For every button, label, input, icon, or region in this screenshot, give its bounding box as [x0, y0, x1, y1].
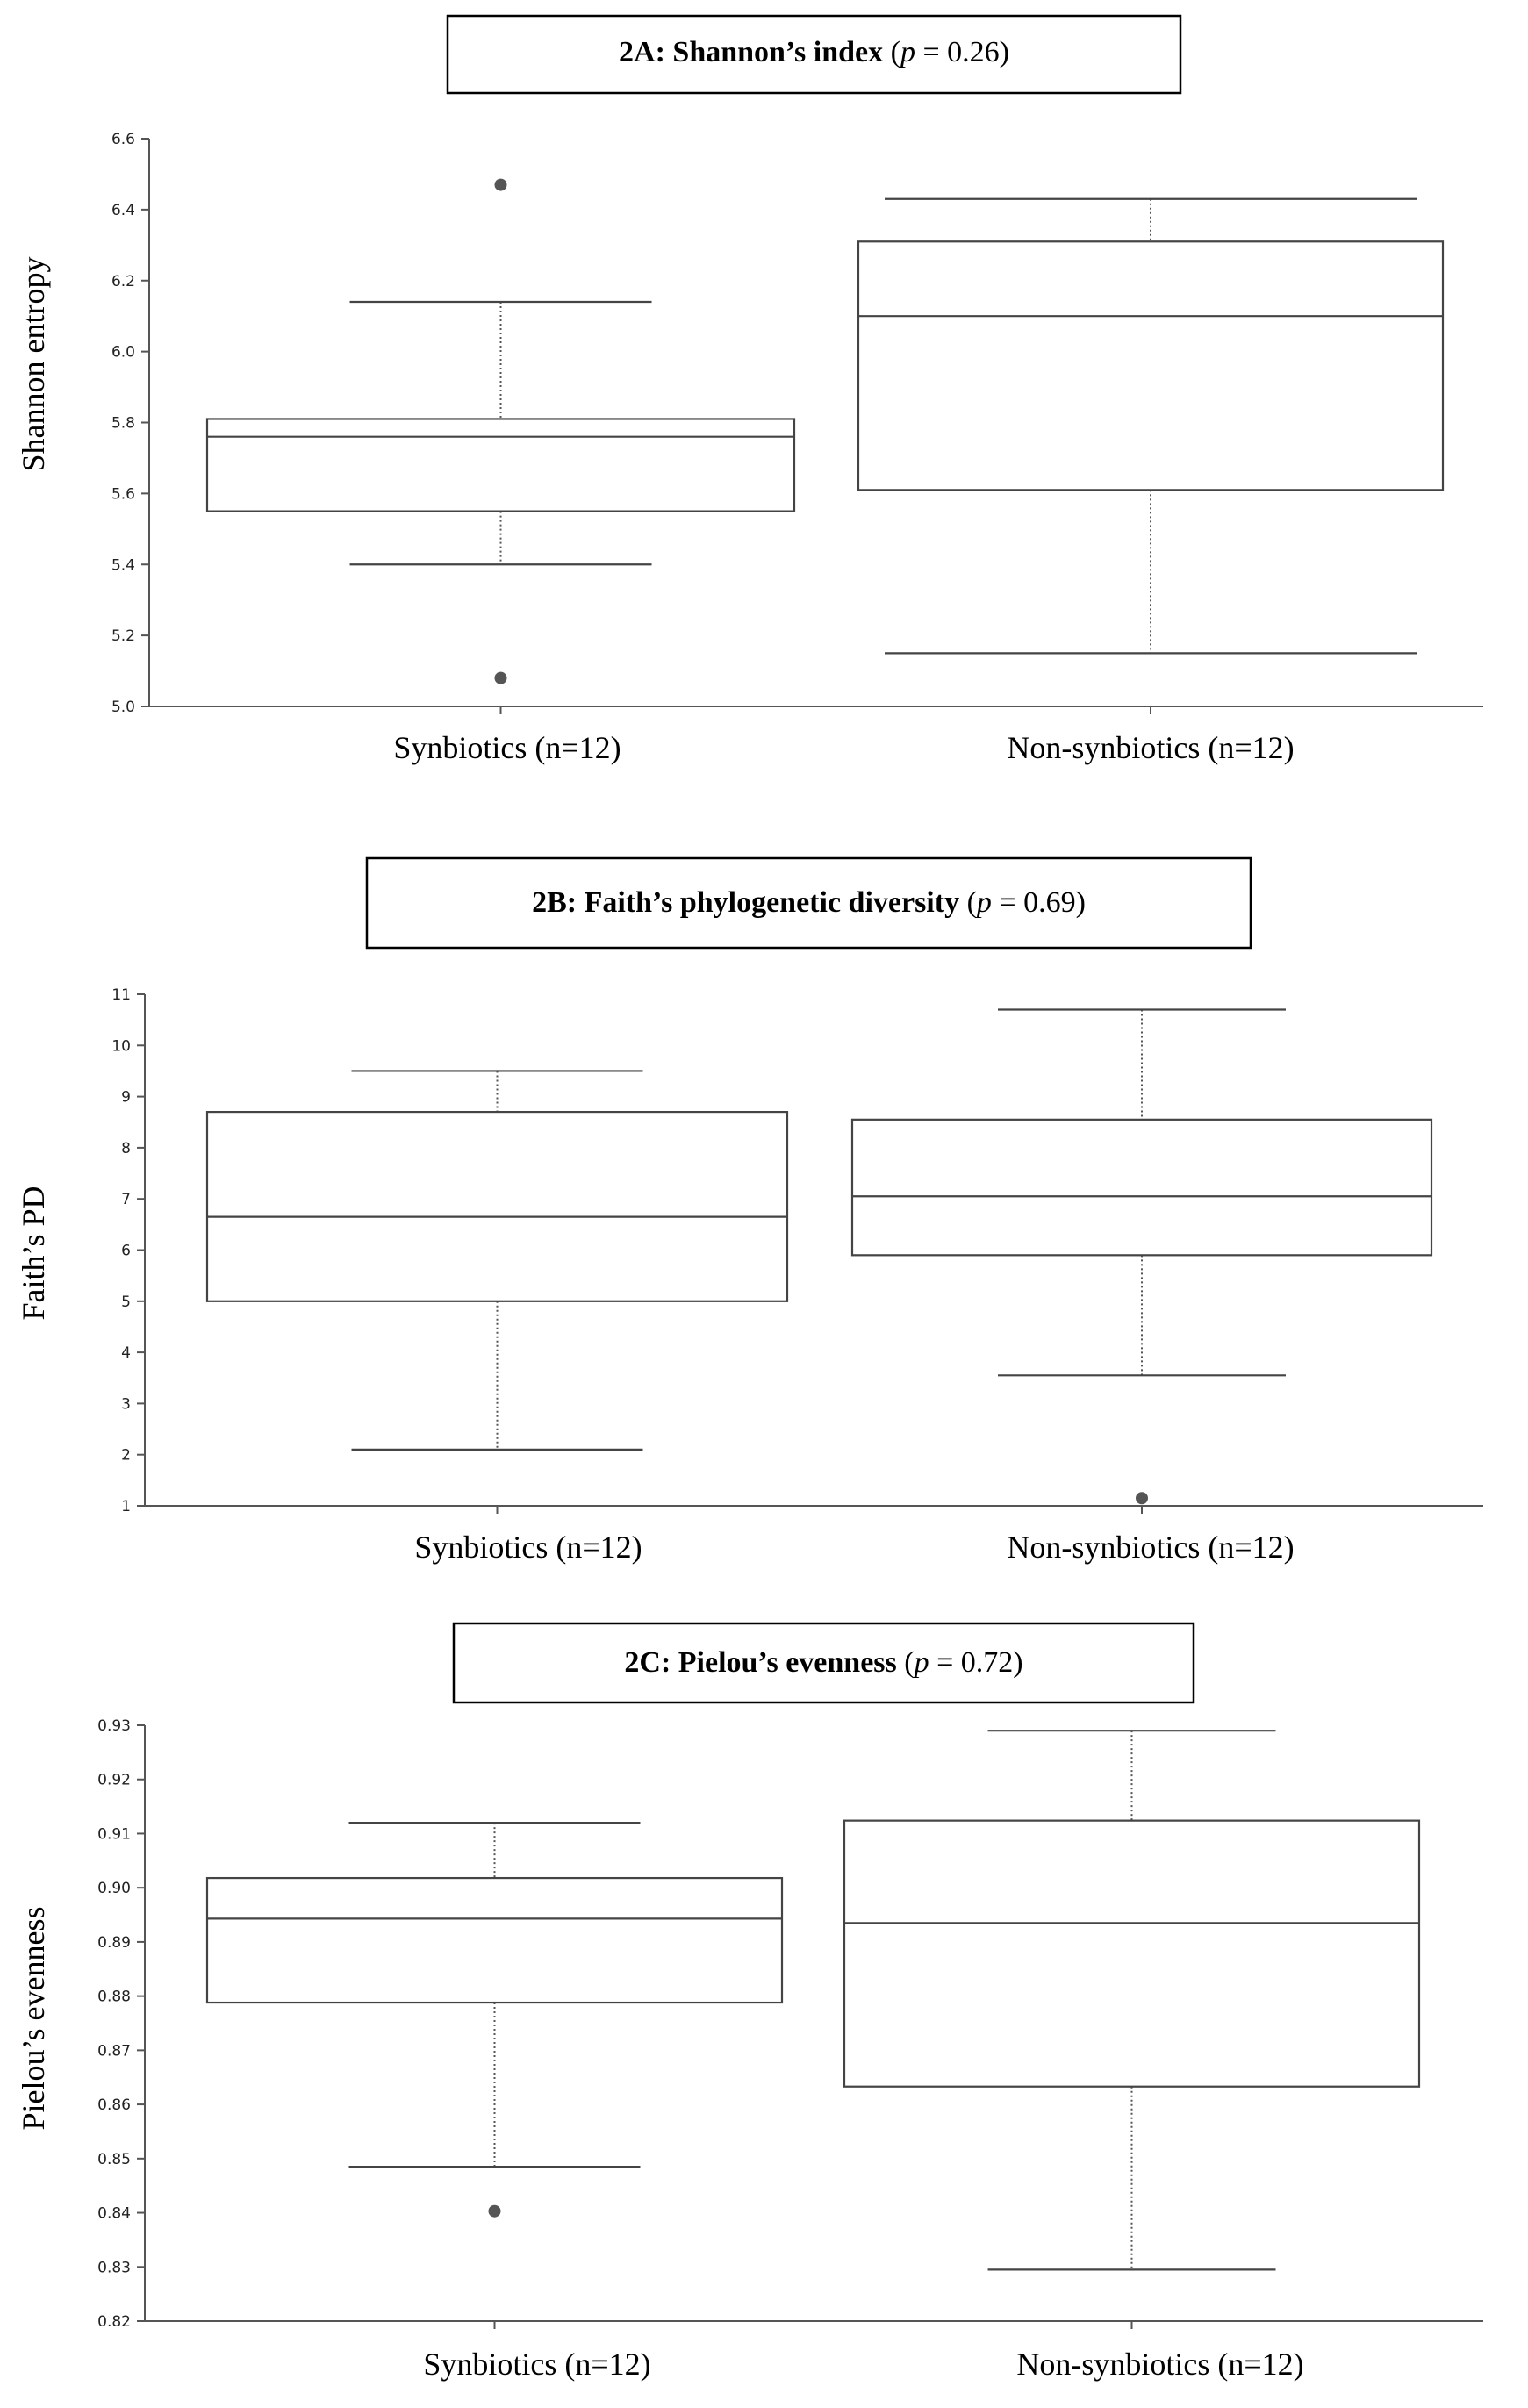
- box-iqr: [852, 1120, 1431, 1255]
- x-category-label: Synbiotics (n=12): [393, 730, 621, 765]
- box-iqr: [207, 1112, 787, 1301]
- chart-title-p-symbol: p: [914, 1646, 929, 1679]
- y-tick-label: 0.83: [97, 2259, 131, 2277]
- chart-title-paren: (: [883, 36, 900, 68]
- y-tick-label: 0.92: [97, 1771, 131, 1789]
- chart-title-p-symbol: p: [900, 36, 915, 68]
- y-tick-label: 0.91: [97, 1825, 131, 1844]
- outlier-point: [489, 2205, 501, 2218]
- y-tick-label: 0.86: [97, 2096, 131, 2115]
- y-tick-label: 3: [121, 1395, 131, 1414]
- x-category-label: Synbiotics (n=12): [423, 2347, 651, 2382]
- chart-title: [619, 36, 1009, 68]
- y-tick-label: 0.88: [97, 1988, 131, 2006]
- y-tick-label: 0.90: [97, 1880, 131, 1898]
- chart-title-p-symbol: p: [976, 886, 992, 919]
- y-tick-label: 0.82: [97, 2313, 131, 2331]
- y-tick-label: 5.2: [111, 627, 135, 646]
- y-tick-label: 0.93: [97, 1717, 131, 1735]
- chart-title-main: 2A: Shannon’s index: [619, 36, 884, 68]
- y-tick-label: 1: [121, 1498, 131, 1516]
- chart-title-p-value: = 0.26): [915, 36, 1009, 68]
- chart-panel-2: [16, 858, 1483, 1565]
- outlier-point: [495, 179, 507, 191]
- y-tick-label: 9: [121, 1088, 131, 1107]
- y-axis-label: Shannon entropy: [16, 256, 51, 472]
- chart-panel-3: [16, 1623, 1483, 2382]
- x-category-label: Non-synbiotics (n=12): [1016, 2347, 1304, 2382]
- chart-title: [624, 1646, 1022, 1679]
- box-iqr: [207, 1878, 782, 2003]
- y-tick-label: 6: [121, 1242, 131, 1260]
- y-tick-label: 11: [111, 986, 131, 1004]
- y-axis-label: Pielou’s evenness: [16, 1906, 51, 2131]
- chart-title-main: 2C: Pielou’s evenness: [624, 1646, 897, 1679]
- outlier-point: [1136, 1492, 1148, 1504]
- chart-title-paren: (: [896, 1646, 915, 1679]
- y-tick-label: 0.84: [97, 2204, 131, 2223]
- x-category-label: Synbiotics (n=12): [414, 1530, 642, 1565]
- y-tick-label: 5.0: [111, 699, 135, 716]
- y-tick-label: 5.4: [111, 556, 135, 575]
- y-axis-label: Faith’s PD: [16, 1186, 51, 1321]
- y-tick-label: 0.87: [97, 2042, 131, 2060]
- chart-title-paren: (: [959, 886, 977, 919]
- x-category-label: Non-synbiotics (n=12): [1007, 1530, 1295, 1565]
- chart-title-p-value: = 0.69): [991, 886, 1086, 919]
- y-tick-label: 6.0: [111, 343, 135, 362]
- chart-title: [532, 886, 1086, 919]
- y-tick-label: 0.89: [97, 1933, 131, 1952]
- box-iqr: [207, 419, 794, 511]
- y-tick-label: 5.8: [111, 414, 135, 433]
- box-iqr: [844, 1821, 1419, 2087]
- y-tick-label: 0.85: [97, 2150, 131, 2168]
- outlier-point: [495, 672, 507, 684]
- chart-panel-1: [16, 16, 1483, 765]
- y-tick-label: 6.4: [111, 201, 135, 219]
- y-tick-label: 5.6: [111, 485, 135, 504]
- y-tick-label: 5: [121, 1293, 131, 1311]
- y-tick-label: 8: [121, 1139, 131, 1157]
- x-category-label: Non-synbiotics (n=12): [1007, 730, 1295, 765]
- chart-title-p-value: = 0.72): [929, 1646, 1023, 1679]
- y-tick-label: 6.6: [111, 131, 135, 148]
- chart-title-main: 2B: Faith’s phylogenetic diversity: [532, 886, 960, 919]
- y-tick-label: 7: [121, 1191, 131, 1209]
- y-tick-label: 6.2: [111, 272, 135, 290]
- y-tick-label: 4: [121, 1344, 131, 1363]
- y-tick-label: 10: [111, 1037, 131, 1056]
- y-tick-label: 2: [121, 1446, 131, 1465]
- box-iqr: [858, 241, 1443, 490]
